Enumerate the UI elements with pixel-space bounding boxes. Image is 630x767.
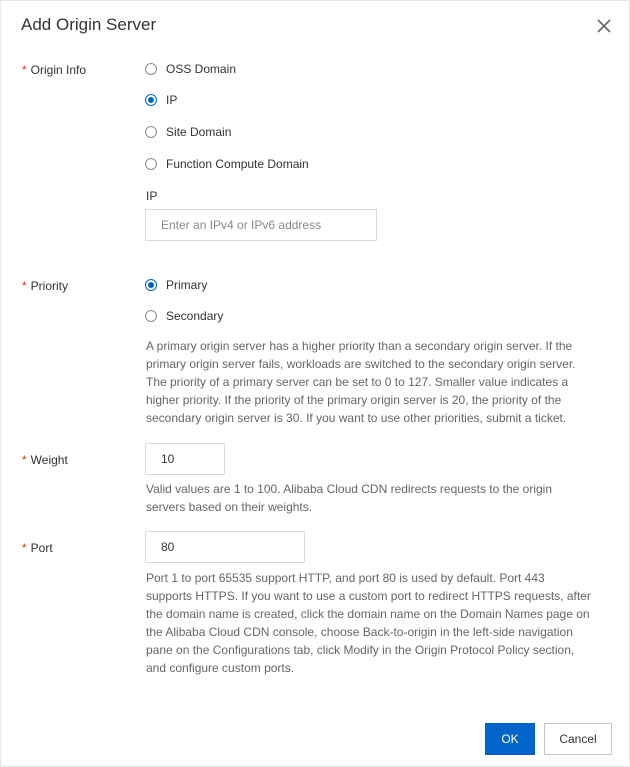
help-line: the Alibaba Cloud CDN console, choose Back-to-origin in the left-side navigation (146, 625, 573, 639)
help-line: The priority of a primary server can be set to 0 to 127. Smaller value indicates a (146, 375, 569, 389)
help-line: primary origin server fails, workloads are switched to the secondary origin server. (146, 357, 576, 371)
radio-site-domain[interactable] (145, 124, 231, 140)
weight-label (22, 453, 68, 467)
required-mark: * (22, 279, 27, 293)
radio-oss-domain[interactable] (145, 61, 236, 77)
radio-circle (145, 63, 157, 75)
priority-help-text (146, 337, 576, 427)
ip-field-label: IP (146, 189, 158, 203)
radio-secondary[interactable] (145, 308, 223, 324)
radio-label: Primary (166, 278, 208, 292)
radio-circle (145, 279, 157, 291)
weight-input[interactable] (145, 443, 225, 475)
help-line: secondary origin server is 30. If you want to use other priorities, submit a ticket. (146, 411, 567, 425)
radio-label: IP (166, 93, 178, 107)
port-help-text (146, 569, 591, 677)
help-line: servers based on their weights. (146, 500, 313, 514)
weight-help-text (146, 480, 552, 516)
radio-label: Site Domain (166, 125, 232, 139)
ip-address-input[interactable] (145, 209, 377, 241)
ok-button[interactable]: OK (485, 723, 535, 755)
priority-label (22, 279, 68, 293)
priority-label-text: Priority (30, 279, 69, 293)
radio-circle (145, 126, 157, 138)
help-line: A primary origin server has a higher priority than a secondary origin server. If the (146, 339, 573, 353)
cancel-button[interactable]: Cancel (544, 723, 612, 755)
radio-label: OSS Domain (166, 62, 237, 76)
help-line: Valid values are 1 to 100. Alibaba Cloud CDN redirects requests to the origin (146, 482, 553, 496)
help-line: the domain name is created, click the domain name on the Domain Names page on (146, 607, 590, 621)
radio-label: Function Compute Domain (166, 157, 309, 171)
required-mark: * (22, 541, 27, 555)
radio-function-compute-domain[interactable] (145, 156, 309, 172)
radio-ip[interactable] (145, 92, 177, 108)
radio-circle (145, 94, 157, 106)
radio-circle (145, 158, 157, 170)
dialog-title: Add Origin Server (21, 15, 157, 34)
port-label-text: Port (30, 541, 53, 555)
help-line: Port 1 to port 65535 support HTTP, and port 80 is used by default. Port 443 (146, 571, 545, 585)
radio-primary[interactable] (145, 277, 207, 293)
required-mark: * (22, 63, 27, 77)
radio-circle (145, 310, 157, 322)
port-input[interactable] (145, 531, 305, 563)
help-line: supports HTTPS. If you want to use a custom port to redirect HTTPS requests, after (146, 589, 591, 603)
radio-label: Secondary (166, 309, 224, 323)
required-mark: * (22, 453, 27, 467)
close-icon[interactable] (593, 15, 615, 37)
port-label (22, 541, 53, 555)
help-line: higher priority. If the priority of the primary origin server is 20, the priority of the (146, 393, 562, 407)
origin-info-label (22, 63, 86, 77)
help-line: pane on the Configurations tab, click Modify in the Origin Protocol Policy section, (146, 643, 575, 657)
origin-info-label-text: Origin Info (30, 63, 87, 77)
help-line: and configure custom ports. (146, 661, 295, 675)
weight-label-text: Weight (30, 453, 68, 467)
